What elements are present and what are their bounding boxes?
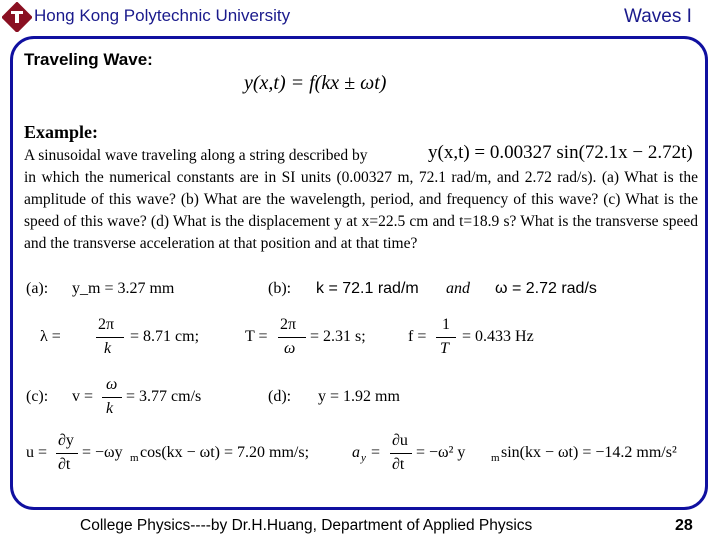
f-lhs: f = [408, 328, 427, 345]
u-rest: cos(kx − ωt) = 7.20 mm/s; [140, 444, 310, 461]
T-lhs: T = [245, 328, 268, 345]
part-b-k: k = 72.1 rad/m [316, 280, 419, 297]
T-num: 2π [280, 316, 297, 333]
a-mid: = −ω² y [416, 444, 466, 461]
university-logo [2, 2, 32, 32]
T-fraction-bar [278, 337, 306, 338]
problem-text: in which the numerical constants are in SI units (0.00327 m, 72.1 rad/m, and 2.72 rad/s). (a) What is the amplitude of this wave? (b) What are the wavelength, period, and frequency of this wave? (c) What is the speed of this wave? (d) What is the displacement y at x=22.5 cm and t=18.9 s? What is the transverse speed and the transverse acceleration at that position and at that time? [24, 169, 698, 252]
a-num: ∂u [392, 432, 408, 449]
u-den: ∂t [58, 456, 71, 473]
wave-equation: y(x,t) = f(kx ± ωt) [244, 72, 387, 94]
v-fraction-bar [102, 397, 122, 398]
course-title: Waves I [624, 6, 692, 27]
part-c-label: (c): [26, 388, 49, 405]
u-fraction-bar [56, 453, 78, 454]
example-label: Example: [24, 122, 98, 142]
slide-heading: Traveling Wave: [24, 50, 153, 69]
footer-credit: College Physics----by Dr.H.Huang, Department of Applied Physics [80, 517, 533, 534]
problem-line-1: A sinusoidal wave traveling along a string described by [24, 147, 368, 164]
lambda-num: 2π [98, 316, 115, 333]
T-result: = 2.31 s; [310, 328, 366, 345]
u-num: ∂y [58, 432, 74, 449]
part-d-label: (d): [268, 388, 292, 405]
v-lhs: v = [72, 388, 94, 405]
f-fraction-bar [436, 337, 456, 338]
content-frame [10, 36, 708, 510]
a-eq: = [371, 444, 381, 461]
lambda-den: k [104, 340, 112, 357]
a-den: ∂t [392, 456, 405, 473]
a-lhs: a [352, 444, 360, 461]
u-sub: m [130, 452, 139, 464]
lambda-fraction-bar [96, 337, 124, 338]
university-name: Hong Kong Polytechnic University [34, 6, 291, 25]
u-mid: = −ωy [82, 444, 123, 461]
a-fraction-bar [390, 453, 412, 454]
v-num: ω [106, 376, 118, 393]
f-num: 1 [442, 316, 450, 333]
u-lhs: u = [26, 444, 48, 461]
lambda-result: = 8.71 cm; [130, 328, 200, 345]
example-equation: y(x,t) = 0.00327 sin(72.1x − 2.72t) [428, 142, 693, 163]
a-rest: sin(kx − ωt) = −14.2 mm/s² [501, 444, 677, 461]
T-den: ω [284, 340, 296, 357]
v-result: = 3.77 cm/s [126, 388, 202, 405]
page-number: 28 [675, 517, 693, 534]
v-den: k [106, 400, 114, 417]
a-sub: y [361, 452, 366, 464]
f-result: = 0.433 Hz [462, 328, 534, 345]
a-sub-m: m [491, 452, 500, 464]
part-a-result: y_m = 3.27 mm [72, 280, 175, 297]
and-word: and [446, 280, 470, 297]
lambda-lhs: λ = [40, 328, 61, 345]
part-d-result: y = 1.92 mm [318, 388, 400, 405]
part-b-label: (b): [268, 280, 292, 297]
part-b-omega: ω = 2.72 rad/s [495, 280, 597, 297]
f-den: T [440, 340, 449, 357]
part-a-label: (a): [26, 280, 49, 297]
